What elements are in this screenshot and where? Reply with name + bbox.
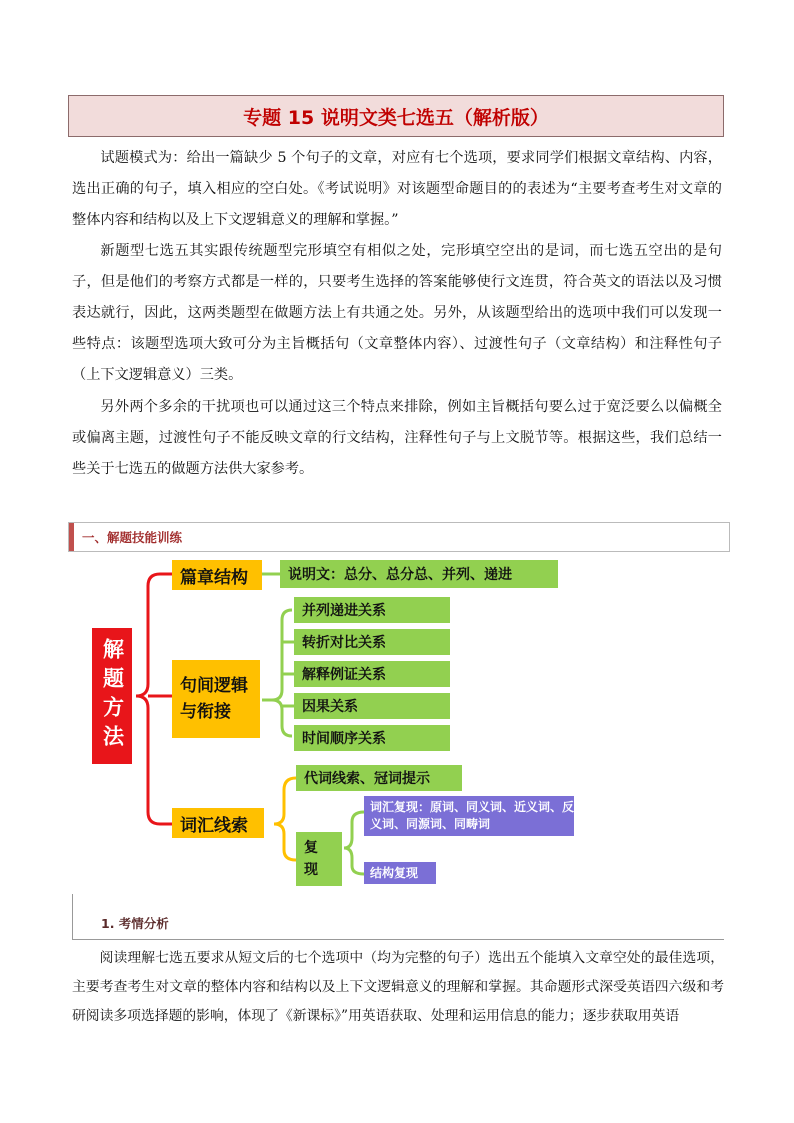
branch2-leaf-1: 并列递进关系: [294, 597, 450, 623]
root-brace: [136, 574, 160, 824]
branch1-node: 篇章结构: [172, 560, 262, 590]
section-heading-text: 一、解题技能训练: [82, 530, 183, 545]
paragraph-2: 新题型七选五其实跟传统题型完形填空有相似之处，完形填空空出的是词，而七选五空出的是句子，但是他们的考察方式都是一样的，只要考生选择的答案能够使行文连贯，符合英文的语法以及习惯表达就行，因此，这两类题型在做题方法上有共通之处。另外，从该题型给出的选项中我们可以发现一些特点：该题型选项大致可分为主旨概括句（文章整体内容）、过渡性句子（文章结构）和注释性句子（上下文逻辑意义）三类。: [72, 243, 722, 383]
branch3-sub-leaf-1: 词汇复现：原词、同义词、近义词、反义词、同源词、同畴词: [364, 796, 574, 836]
branch3-brace: [274, 778, 296, 860]
branch3-leaf-1: 代词线索、冠词提示: [296, 765, 462, 791]
subsection-heading: [72, 894, 724, 940]
sub-brace: [344, 812, 364, 874]
subsection-heading-text: 1. 考情分析: [101, 916, 169, 931]
branch2-leaf-2: 转折对比关系: [294, 629, 450, 655]
branch3-sub-leaf-2: 结构复现: [364, 862, 436, 884]
branch2-leaf-4: 因果关系: [294, 693, 450, 719]
branch1-leaf: 说明文：总分、总分总、并列、递进: [280, 560, 558, 588]
page-title: 专题 15 说明文类七选五（解析版）: [68, 95, 724, 137]
paragraph-3: 另外两个多余的干扰项也可以通过这三个特点来排除，例如主旨概括句要么过于宽泛要么以偏概全或偏离主题，过渡性句子不能反映文章的行文结构，注释性句子与上文脱节等。根据这些，我们总结一些关于七选五的做题方法供大家参考。: [72, 399, 722, 477]
branch3-sub-node: 复现: [296, 832, 342, 886]
root-node: 解题方法: [92, 628, 132, 764]
branch3-node: 词汇线索: [172, 808, 264, 838]
branch2-node: 句间逻辑与衔接: [172, 660, 260, 738]
branch2-leaf-3: 解释例证关系: [294, 661, 450, 687]
branch2-leaf-5: 时间顺序关系: [294, 725, 450, 751]
paragraph-bottom: 阅读理解七选五要求从短文后的七个选项中（均为完整的句子）选出五个能填入文章空处的最佳选项，主要考查考生对文章的整体内容和结构以及上下文逻辑意义的理解和掌握。其命题形式深受英语四六级和考研阅读多项选择题的影响，体现了《新课标》”用英语获取、处理和运用信息的能力；逐步获取用英语: [72, 950, 724, 1024]
paragraph-1: 试题模式为：给出一篇缺少 5 个句子的文章，对应有七个选项，要求同学们根据文章结构、内容，选出正确的句子，填入相应的空白处。《考试说明》对该题型命题目的的表述为“主要考查考生对文章的整体内容和结构以及上下文逻辑意义的理解和掌握。”: [72, 150, 722, 228]
